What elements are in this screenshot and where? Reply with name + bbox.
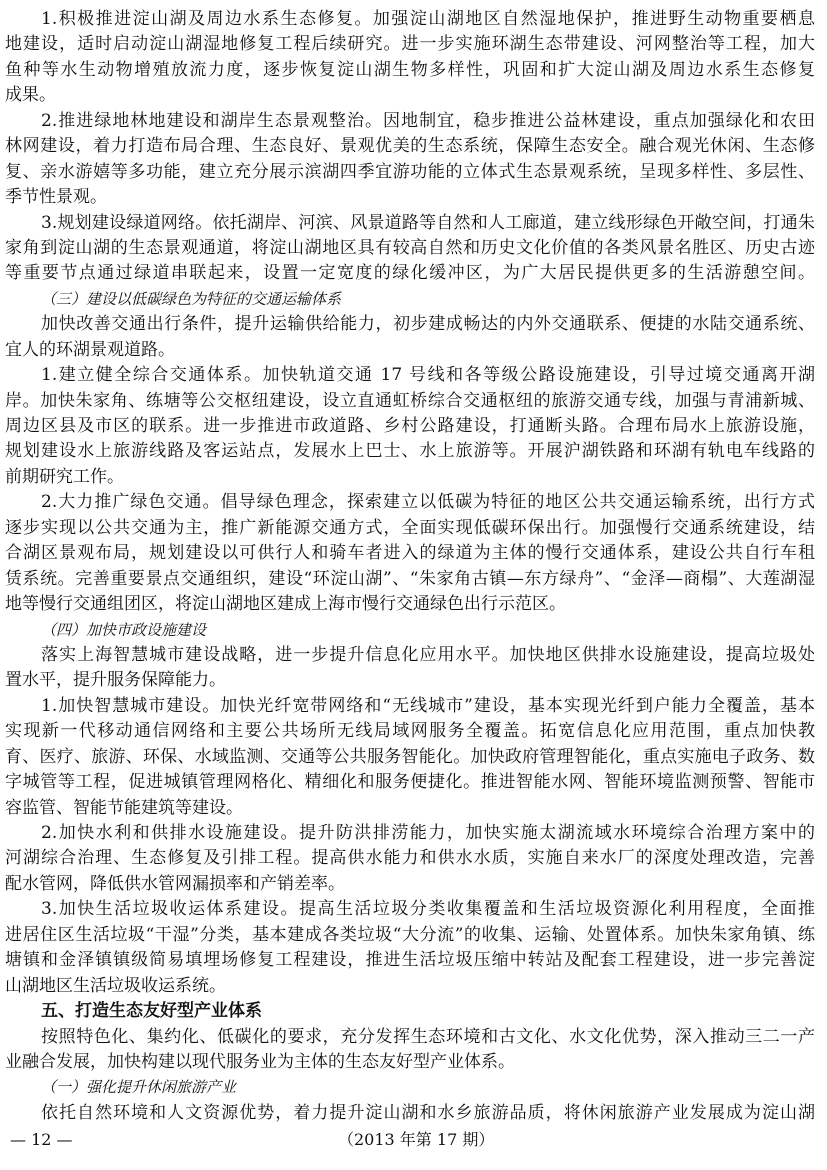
text-line: （三）建设以低碳绿色为特征的交通运输体系 xyxy=(41,289,342,308)
text-line: 复、亲水游嬉等多功能，建立充分展示滨湖四季宜游功能的立体式生态景观系统，呈现多样性、多层性、 xyxy=(5,161,815,182)
text-line: 逐步实现以公共交通为主，推广新能源交通方式，全面实现低碳环保出行。加强慢行交通系统建设，结 xyxy=(5,517,815,538)
text-line: 前期研究工作。 xyxy=(5,466,124,487)
text-line: 宜人的环湖景观道路。 xyxy=(5,339,175,360)
issue-label: （2013 年第 17 期） xyxy=(338,1130,495,1149)
paragraph xyxy=(5,897,815,999)
text-line: 河湖综合治理、生态修复及引排工程。提高供水能力和供水水质，实施自来水厂的深度处理改造，完善 xyxy=(5,848,815,869)
text-line: 塘镇和金泽镇镇级简易填埋场修复工程建设，推进生活垃圾压缩中转站及配套工程建设，进一步完善淀 xyxy=(5,950,815,971)
text-line: 规划建设水上旅游线路及客运站点，发展水上巴士、水上旅游等。开展沪湖铁路和环湖有轨电车线路的 xyxy=(5,441,815,462)
text-line: （一）强化提升休闲旅游产业 xyxy=(41,1078,237,1097)
text-line: 2.加快水利和供排水设施建设。提升防洪排涝能力，加快实施太湖流域水环境综合治理方案中的 xyxy=(41,823,815,843)
subsection-heading xyxy=(5,1075,815,1100)
paragraph xyxy=(5,694,815,821)
paragraph xyxy=(5,363,815,490)
subsection-heading xyxy=(5,287,815,312)
document-body xyxy=(5,7,815,1126)
text-line: 地等慢行交通组团区，将淀山湖地区建成上海市慢行交通绿色出行示范区。 xyxy=(5,594,566,615)
text-line: 鱼种等水生动物增殖放流力度，逐步恢复淀山湖生物多样性，巩固和扩大淀山湖及周边水系生态修复 xyxy=(5,59,815,80)
paragraph xyxy=(5,312,815,363)
text-line: 育、医疗、旅游、环保、水域监测、交通等公共服务智能化。加快政府管理智能化，重点实施电子政务、数 xyxy=(5,746,815,767)
text-line: 季节性景观。 xyxy=(5,187,107,208)
text-line: 加快改善交通出行条件，提升运输供给能力，初步建成畅达的内外交通联系、便捷的水陆交通系统、 xyxy=(41,314,815,335)
text-line: 1.积极推进淀山湖及周边水系生态修复。加强淀山湖地区自然湿地保护，推进野生动物重要栖息 xyxy=(41,9,815,29)
text-line: （四）加快市政设施建设 xyxy=(41,620,207,639)
text-line: 字城管等工程，促进城镇管理网格化、精细化和服务便捷化。推进智能水网、智能环境监测预警、智能市 xyxy=(5,772,815,793)
text-line: 进居住区生活垃圾“干湿”分类，基本建成各类垃圾“大分流”的收集、运输、处置体系。加快朱家角镇、练 xyxy=(5,924,815,945)
text-line: 赁系统。完善重要景点交通组织，建设“环淀山湖”、“朱家角古镇—东方绿舟”、“金泽—商榻”、大莲湖湿 xyxy=(5,568,815,589)
text-line: 按照特色化、集约化、低碳化的要求，充分发挥生态环境和古文化、水文化优势，深入推动三二一产 xyxy=(41,1026,815,1047)
paragraph xyxy=(5,7,815,109)
text-line: 1.建立健全综合交通体系。加快轨道交通 17 号线和各等级公路设施建设，引导过境交通离开湖 xyxy=(41,365,815,386)
text-line: 依托自然环境和人文资源优势，着力提升淀山湖和水乡旅游品质，将休闲旅游产业发展成为淀山湖 xyxy=(41,1102,815,1123)
text-line: 山湖地区生活垃圾收运系统。 xyxy=(5,975,226,996)
subsection-heading xyxy=(5,618,815,643)
text-line: 容监管、智能节能建筑等建设。 xyxy=(5,797,243,818)
paragraph xyxy=(5,1101,815,1126)
text-line: 1.加快智慧城市建设。加快光纤宽带网络和“无线城市”建设，基本实现光纤到户能力全覆盖，基本 xyxy=(41,695,815,716)
paragraph xyxy=(5,643,815,694)
text-line: 家角到淀山湖的生态景观通道，将淀山湖地区具有较高自然和历史文化价值的各类风景名胜区、历史古迹 xyxy=(5,237,815,258)
text-line: 岸。加快朱家角、练塘等公交枢纽建设，设立直通虹桥综合交通枢纽的旅游交通专线，加强与青浦新城、 xyxy=(5,390,815,411)
text-line: 配水管网，降低供水管网漏损率和产销差率。 xyxy=(5,873,345,894)
text-line: 业融合发展，加快构建以现代服务业为主体的生态友好型产业体系。 xyxy=(5,1051,515,1072)
text-line: 2.推进绿地林地建设和湖岸生态景观整治。因地制宜，稳步推进公益林建设，重点加强绿化和农田 xyxy=(41,110,815,131)
page-number: — 12 — xyxy=(10,1130,73,1149)
text-line: 地建设，适时启动淀山湖湿地修复工程后续研究。进一步实施环湖生态带建设、河网整治等工程，加大 xyxy=(5,34,815,55)
text-line: 实现新一代移动通信网络和主要公共场所无线局域网服务全覆盖。拓宽信息化应用范围，重点加快教 xyxy=(5,721,815,742)
text-line: 置水平，提升服务保障能力。 xyxy=(5,670,226,691)
text-line: 合湖区景观布局，规划建设以可供行人和骑车者进入的绿道为主体的慢行交通体系，建设公共自行车租 xyxy=(5,543,815,564)
paragraph xyxy=(5,821,815,897)
text-line: 3.规划建设绿道网络。依托湖岸、河滨、风景道路等自然和人工廊道，建立线形绿色开敞空间，打通朱 xyxy=(41,212,815,233)
text-line: 周边区县及市区的联系。进一步推进市政道路、乡村公路建设，打通断头路。合理布局水上旅游设施， xyxy=(5,416,815,436)
paragraph xyxy=(5,211,815,287)
text-line: 等重要节点通过绿道串联起来，设置一定宽度的绿化缓冲区，为广大居民提供更多的生活游憩空间。 xyxy=(5,263,815,284)
text-line: 林网建设，着力打造布局合理、生态良好、景观优美的生态系统，保障生态安全。融合观光休闲、生态修 xyxy=(5,136,815,157)
paragraph xyxy=(5,1025,815,1076)
paragraph xyxy=(5,490,815,617)
text-line: 五、打造生态友好型产业体系 xyxy=(41,1001,262,1022)
text-line: 2.大力推广绿色交通。倡导绿色理念，探索建立以低碳为特征的地区公共交通运输系统，出行方式 xyxy=(41,492,815,513)
text-line: 3.加快生活垃圾收运体系建设。提高生活垃圾分类收集覆盖和生活垃圾资源化利用程度，全面推 xyxy=(41,899,815,920)
text-line: 成果。 xyxy=(5,85,56,106)
text-line: 落实上海智慧城市建设战略，进一步提升信息化应用水平。加快地区供排水设施建设，提高垃圾处 xyxy=(41,644,815,665)
section-heading xyxy=(5,999,815,1024)
page-footer xyxy=(0,1127,827,1153)
paragraph xyxy=(5,109,815,211)
